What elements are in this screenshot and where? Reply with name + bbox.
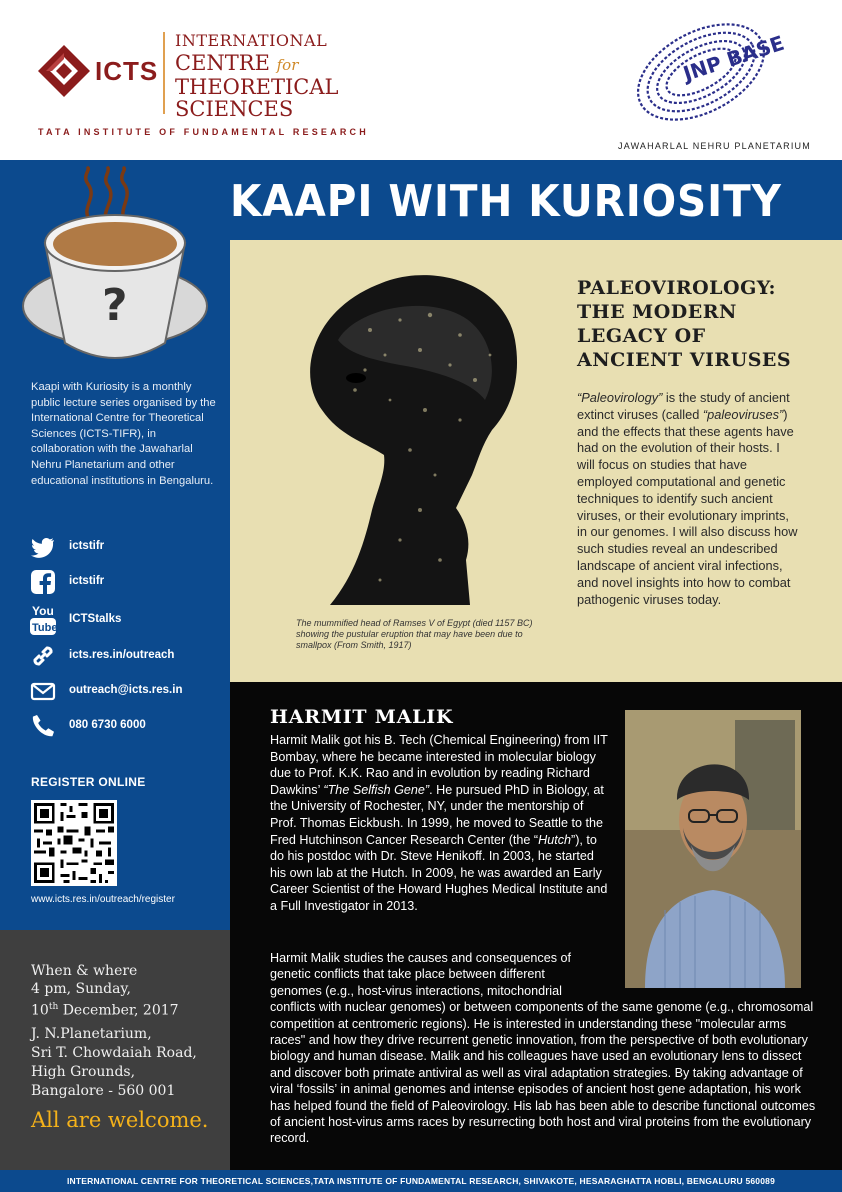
bio-research-rest: conflicts with nuclear genomes) or between components of the same genome (e.g., chromosomal competition at centromeric regions). He is interested in understanding these "molecular arms races" and how they drive recurrent genetic innovation, from the perspective of both evolutionary biology and human disease. Malik and his colleagues have used an evolutionary lens to dissect and discover both primate antiviral as well as viral adaptation strategies. By taking advantage of viral ‘fossils’ in animal genomes and intense episodes of ancient host gene adaptation, his work has helped found the field of Paleovirology. His lab has been able to describe functional outcomes of ancient host-virus arms races by resurrecting both host and viral proteins from the evolutionary record. — [270, 1000, 816, 1146]
bio-research-intro: Harmit Malik studies the causes and consequences of genetic conflicts that take place between different genomes (e.g., host-virus interactions, mitochondrial — [270, 951, 572, 998]
abstract-part-2: ) and the effects that these agents have had on the evolution of their hosts. I will focus on studies that have employed computational and genetic techniques to identify such ancient viruses, or their evolutionary imprints, in our genomes. I will also discuss how such studies reveal an undescribed landscape of ancient viral infections, and novel insights into how to combat pathogenic viruses today. — [577, 406, 798, 607]
icts-abbreviation: ICTS — [95, 56, 159, 86]
talk-title: PALEOVIROLOGY: THE MODERN LEGACY OF ANCIENT VIRUSES — [577, 277, 792, 371]
speaker-photo — [625, 710, 801, 988]
twitter-handle: ictstifr — [69, 540, 105, 552]
twitter-link[interactable] — [30, 534, 220, 560]
header — [0, 0, 842, 160]
website-link[interactable] — [30, 643, 220, 669]
centre-name — [175, 30, 339, 120]
phone-number: 080 6730 6000 — [69, 719, 146, 731]
facebook-icon — [30, 569, 56, 595]
phone-icon — [30, 713, 56, 739]
bio-part-a: Harmit Malik got his B. Tech (Chemical Engineering) from IIT Bombay, where he became interested in molecular biology due to Prof. K.K. Rao and in evolution by reading Richard Dawkins’ — [270, 733, 608, 797]
planetarium-logo-icon — [626, 10, 788, 135]
image-caption: The mummified head of Ramses V of Egypt (died 1157 BC) showing the pustular eruption that may have been due to smallpox (From Smith, 1917) — [296, 618, 533, 650]
speaker-bio-research — [270, 950, 818, 1147]
welcome-note: All are welcome. — [31, 1108, 209, 1132]
logo-divider — [163, 32, 165, 114]
speaker-section — [230, 682, 842, 1170]
youtube-link[interactable] — [30, 603, 220, 637]
youtube-icon — [30, 603, 56, 637]
facebook-handle: ictstifr — [69, 575, 105, 587]
talk-abstract — [577, 390, 799, 608]
email-icon — [30, 678, 56, 704]
venue-line-3: High Grounds, — [31, 1064, 136, 1080]
event-date-suffix: th — [48, 1002, 59, 1012]
facebook-link[interactable] — [30, 569, 220, 595]
icts-logo-icon — [38, 45, 90, 97]
email-address: outreach@icts.res.in — [69, 684, 183, 696]
centre-line-1: INTERNATIONAL — [175, 31, 328, 50]
svg-text:You: You — [32, 604, 54, 618]
event-details — [0, 930, 230, 1170]
speaker-bio-career — [270, 732, 610, 915]
link-icon — [30, 643, 56, 669]
bio-part-c: ”), to do his postdoc with Dr. Steve Henikoff. In 2003, he started his own lab at the Hutch. In 2009, he was awarded an Early Career Scientist of the Howard Hughes Medical Institute and a Full Investigator in 2013. — [270, 832, 608, 913]
register-url[interactable]: www.icts.res.in/outreach/register — [31, 894, 175, 905]
qr-code-icon[interactable] — [31, 800, 117, 886]
planetarium-logo-text: JNP BASE — [680, 30, 788, 86]
twitter-icon — [30, 534, 56, 560]
abstract-part-1: is the study of ancient extinct viruses (called — [577, 390, 790, 422]
register-heading: REGISTER ONLINE — [31, 775, 146, 789]
svg-text:Tube: Tube — [32, 622, 58, 634]
title-band — [230, 160, 842, 240]
speaker-name: HARMIT MALIK — [270, 706, 454, 728]
planetarium-name: JAWAHARLAL NEHRU PLANETARIUM — [618, 141, 811, 151]
coffee-cup-icon — [20, 168, 210, 383]
footer-address: INTERNATIONAL CENTRE FOR THEORETICAL SCIENCES,TATA INSTITUTE OF FUNDAMENTAL RESEARCH, SHIVAKOTE, HESARAGHATTA HOBLI, BENGALURU 560089 — [0, 1170, 842, 1192]
when-label: When & where — [31, 963, 138, 979]
venue-line-1: J. N.Planetarium, — [31, 1026, 152, 1042]
series-description: Kaapi with Kuriosity is a monthly public lecture series organised by the International Centre for Theoretical Sciences (ICTS-TIFR), in collaboration with the Jawaharlal Nehru Planetarium and other educational institutions in Bengaluru. — [31, 381, 216, 487]
institute-name: TATA INSTITUTE OF FUNDAMENTAL RESEARCH — [38, 127, 369, 137]
venue-line-2: Sri T. Chowdaiah Road, — [31, 1045, 197, 1061]
centre-word: CENTRE — [175, 51, 270, 75]
centre-line-2 — [175, 52, 339, 76]
bio-part-b: . He pursued PhD in Biology, at the University of Rochester, NY, under the mentorship of Prof. Thomas Eickbush. In 1999, he moved to Seattle to the Fred Hutchinson Cancer Research Center (the “ — [270, 782, 604, 847]
venue-line-4: Bangalore - 560 001 — [31, 1083, 176, 1099]
sidebar — [0, 160, 230, 930]
event-date — [31, 998, 179, 1021]
event-time: 4 pm, Sunday, — [31, 981, 131, 997]
abstract-term-paleovirology: “Paleovirology” — [577, 390, 663, 405]
svg-text:?: ? — [102, 280, 128, 331]
bio-book-title: “The Selfish Gene” — [323, 782, 430, 797]
bio-hutch: Hutch — [538, 832, 571, 847]
phone-link[interactable] — [30, 713, 220, 739]
mummy-head-image — [260, 260, 550, 615]
abstract-term-paleoviruses: “paleoviruses” — [702, 406, 784, 422]
email-link[interactable] — [30, 678, 220, 704]
youtube-channel: ICTStalks — [69, 613, 122, 625]
talk-section — [230, 240, 842, 682]
event-date-day: 10 — [31, 1002, 49, 1019]
website-url: icts.res.in/outreach — [69, 649, 175, 661]
centre-line-4: SCIENCES — [175, 97, 294, 121]
series-title: KAAPI WITH KURIOSITY — [230, 176, 782, 227]
event-date-rest: December, 2017 — [58, 1002, 179, 1019]
centre-for: for — [276, 56, 299, 74]
centre-line-3: THEORETICAL — [175, 75, 339, 99]
